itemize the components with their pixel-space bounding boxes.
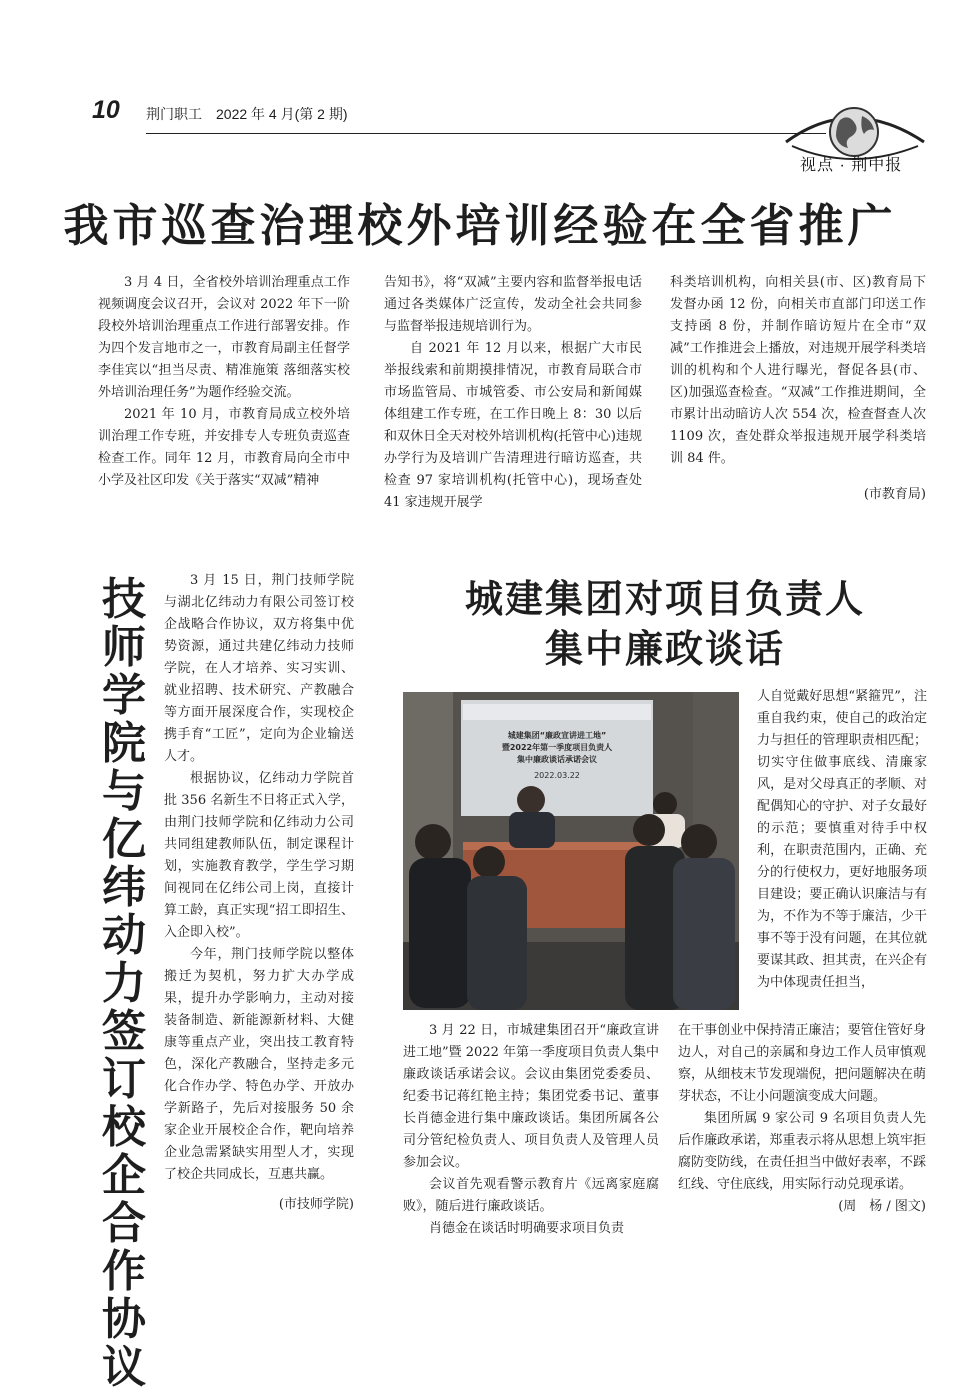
article2-paragraph: 根据协议，亿纬动力学院首批 356 名新生不日将正式入学，由荆门技师学院和亿纬动力公司共同组建教师队伍，制定课程计划，实施教育教学，学生学习期间视同在亿纬公司上岗，直接计算工龄，真正实现“招工即招生、入企即入校”。 — [164, 771, 354, 940]
article1-headline: 我市巡查治理校外培训经验在全省推广 — [63, 199, 897, 252]
article2-paragraph: 今年，荆门技师学院以整体搬迁为契机，努力扩大办学成果，提升办学影响力，主动对接装备制造、新能源新材料、大健康等重点产业，突出技工教育特色，深化产教融合，坚持走多元化合作办学、特色办学、开放办学新路子，先后对接服务 50 余家企业开展校企合作，靶向培养企业急需紧缺实用型人才，实现了校企共同成长，互惠共赢。 — [164, 947, 354, 1182]
article2-paragraph: 3 月 15 日，荆门技师学院与湖北亿纬动力有限公司签订校企战略合作协议，双方将集中优势资源，通过共建亿纬动力技师学院，在人才培养、实习实训、就业招聘、技术研究、产教融合等方面开展深度合作，实现校企携手育“工匠”，定向为企业输送人才。 — [164, 573, 354, 764]
article3-credit: (周 杨 / 图文) — [838, 1199, 926, 1214]
header-rule — [146, 133, 826, 134]
article1-column-1 — [98, 272, 350, 492]
article1-paragraph: 自 2021 年 12 月以来，根据广大市民举报线索和前期摸排情况，市教育局联合市市场监管局、市城管委、市公安局和新闻媒体组建工作专班，在工作日晚上 8：30 以后和双休日全天对校外培训机构(托管中心)违规办学行为及培训广告清理进行暗访巡查，共检查 97 家培训机构(托管中心)，现场查处 41 家违规开展学 — [384, 341, 642, 510]
logo-text: 视点 · 荆中报 — [800, 157, 903, 174]
page-number: 10 — [92, 96, 120, 124]
article3-right-column-bottom — [678, 1020, 926, 1218]
article3-headline-line2: 集中廉政谈话 — [544, 627, 785, 671]
article1-paragraph: 3 月 4 日，全省校外培训治理重点工作视频调度会议召开，会议对 2022 年下一阶段校外培训治理重点工作进行部署安排。作为四个发言地市之一，市教育局副主任督学李佳宾以“担当尽责、精准施策 落细落实校外培训治理任务”为题作经验交流。 — [98, 275, 350, 400]
photo-banner-line1: 城建集团“廉政宣讲进工地” — [507, 731, 607, 740]
article3-headline — [410, 574, 920, 674]
article2-headline: 技师学院与亿纬动力签订校企合作协议 — [102, 574, 146, 1393]
photo-banner-line2: 暨2022年第一季度项目负责人 — [501, 743, 613, 752]
publication-line: 荆门职工 2022 年 4 月(第 2 期) — [146, 106, 348, 122]
article1-credit: (市教育局) — [863, 487, 926, 502]
article3-paragraph: 肖德金在谈话时明确要求项目负责 — [429, 1221, 625, 1236]
photo-banner-date: 2022.03.22 — [534, 771, 580, 780]
article1-column-3 — [670, 272, 926, 506]
article3-left-column — [403, 1020, 659, 1240]
article2-body — [164, 570, 354, 1216]
article3-paragraph: 人自觉戴好思想“紧箍咒”，注重自我约束，使自己的政治定力与担任的管理职责相匹配；切实守住做事底线、清廉家风，是对父母真正的孝顺、对配偶知心的守护、对子女最好的示范；要慎重对待手中权利，在职责范围内，正确、充分的行使权力，更好地服务项目建设；要正确认识廉洁与有为，不作为不等于廉洁，少干事不等于没有问题，在其位就要谋其政、担其责，在兴企有为中体现责任担当， — [757, 689, 927, 990]
article1-paragraph: 2021 年 10 月，市教育局成立校外培训治理工作专班，并安排专人专班负责巡查检查工作。同年 12 月，市教育局向全市中小学及社区印发《关于落实“双减”精神 — [98, 407, 350, 488]
article3-paragraph: 会议首先观看警示教育片《远离家庭腐败》，随后进行廉政谈话。 — [403, 1177, 659, 1214]
photo-banner-line3: 集中廉政谈话承诺会议 — [517, 755, 597, 764]
photo-banner — [461, 730, 653, 782]
article3-headline-line1: 城建集团对项目负责人 — [464, 577, 865, 621]
article3-right-column-top — [757, 686, 927, 994]
meeting-photo — [403, 692, 739, 1010]
article3-paragraph: 3 月 22 日，市城建集团召开“廉政宣讲进工地”暨 2022 年第一季度项目负责人集中廉政谈话承诺会议。会议由集团党委委员、纪委书记蒋红艳主持；集团党委书记、董事长肖德金进行集中廉政谈话。集团所属各公司分管纪检负责人、项目负责人及管理人员参加会议。 — [403, 1023, 659, 1170]
article1-paragraph: 告知书》，将“双减”主要内容和监督举报电话通过各类媒体广泛宣传，发动全社会共同参与监督举报违规培训行为。 — [384, 275, 642, 334]
article3-paragraph: 集团所属 9 家公司 9 名项目负责人先后作廉政承诺，郑重表示将从思想上筑牢拒腐防变防线，在责任担当中做好表率，不踩红线、守住底线，用实际行动兑现承诺。 — [678, 1111, 926, 1192]
article2-credit: (市技师学院) — [278, 1197, 354, 1212]
article1-column-2 — [384, 272, 642, 514]
article1-paragraph: 科类培训机构，向相关县(市、区)教育局下发督办函 12 份，向相关市直部门印送工作支持函 8 份，并制作暗访短片在全市“双减”工作推进会上播放，对违规开展学科类培训的机构和个人进行曝光，督促各县(市、区)加强巡查检查。“双减”工作推进期间，全市累计出动暗访人次 554 次，检查督查人次 1109 次，查处群众举报违规开展学科类培训 84 件。 — [670, 275, 926, 466]
article3-paragraph: 在干事创业中保持清正廉洁；要管住管好身边人，对自己的亲属和身边工作人员审慎观察，从细枝末节发现端倪，把问题解决在萌芽状态，不让小问题演变成大问题。 — [678, 1023, 926, 1104]
